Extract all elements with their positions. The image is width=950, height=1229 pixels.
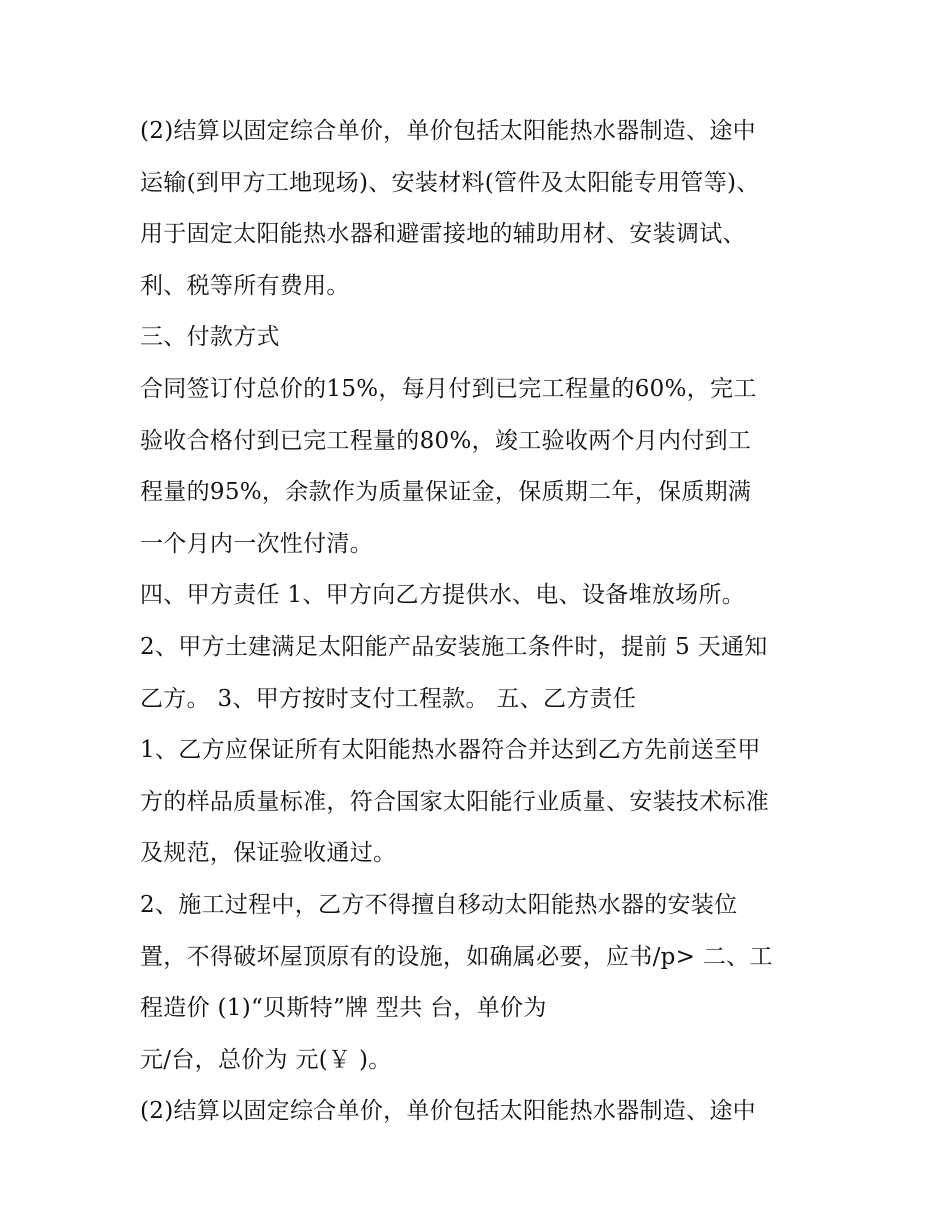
- text-line: 合同签订付总价的15%，每月付到已完工程量的60%，完工: [140, 375, 757, 402]
- text-line: (2)结算以固定综合单价，单价包括太阳能热水器制造、途中: [140, 118, 756, 144]
- text-line: 2、施工过程中，乙方不得擅自移动太阳能热水器的安装位: [140, 891, 738, 918]
- document-body: [140, 106, 830, 1138]
- text-line: 运输(到甲方工地现场)、安装材料(管件及太阳能专用管等)、: [140, 169, 760, 196]
- text-line: 四、甲方责任 1、甲方向乙方提供水、电、设备堆放场所。: [140, 582, 746, 609]
- text-line: 置，不得破坏屋顶原有的设施，如确属必要，应书/p> 二、工: [140, 943, 773, 970]
- text-line: 方的样品质量标准，符合国家太阳能行业质量、安装技术标准: [140, 788, 770, 815]
- text-line: 1、乙方应保证所有太阳能热水器符合并达到乙方先前送至甲: [140, 737, 761, 764]
- text-line: 乙方。 3、甲方按时支付工程款。 五、乙方责任: [140, 685, 637, 712]
- text-line: 元/台，总价为 元(￥ )。: [140, 1046, 392, 1073]
- text-line: 程量的95%，余款作为质量保证金，保质期二年，保质期满: [140, 479, 752, 506]
- text-line: 利、税等所有费用。: [140, 272, 350, 299]
- text-line: 用于固定太阳能热水器和避雷接地的辅助用材、安装调试、: [140, 221, 746, 248]
- text-line: 一个月内一次性付清。: [140, 530, 373, 557]
- text-line: 2、甲方土建满足太阳能产品安装施工条件时，提前 5 天通知: [140, 633, 768, 660]
- text-line: (2)结算以固定综合单价，单价包括太阳能热水器制造、途中: [140, 1098, 756, 1125]
- text-line: 验收合格付到已完工程量的80%，竣工验收两个月内付到工: [140, 427, 752, 454]
- section-heading: 三、付款方式: [140, 324, 280, 351]
- text-line: 程造价 (1)“贝斯特”牌 型共 台，单价为: [140, 995, 547, 1022]
- text-line: 及规范，保证验收通过。: [140, 840, 397, 867]
